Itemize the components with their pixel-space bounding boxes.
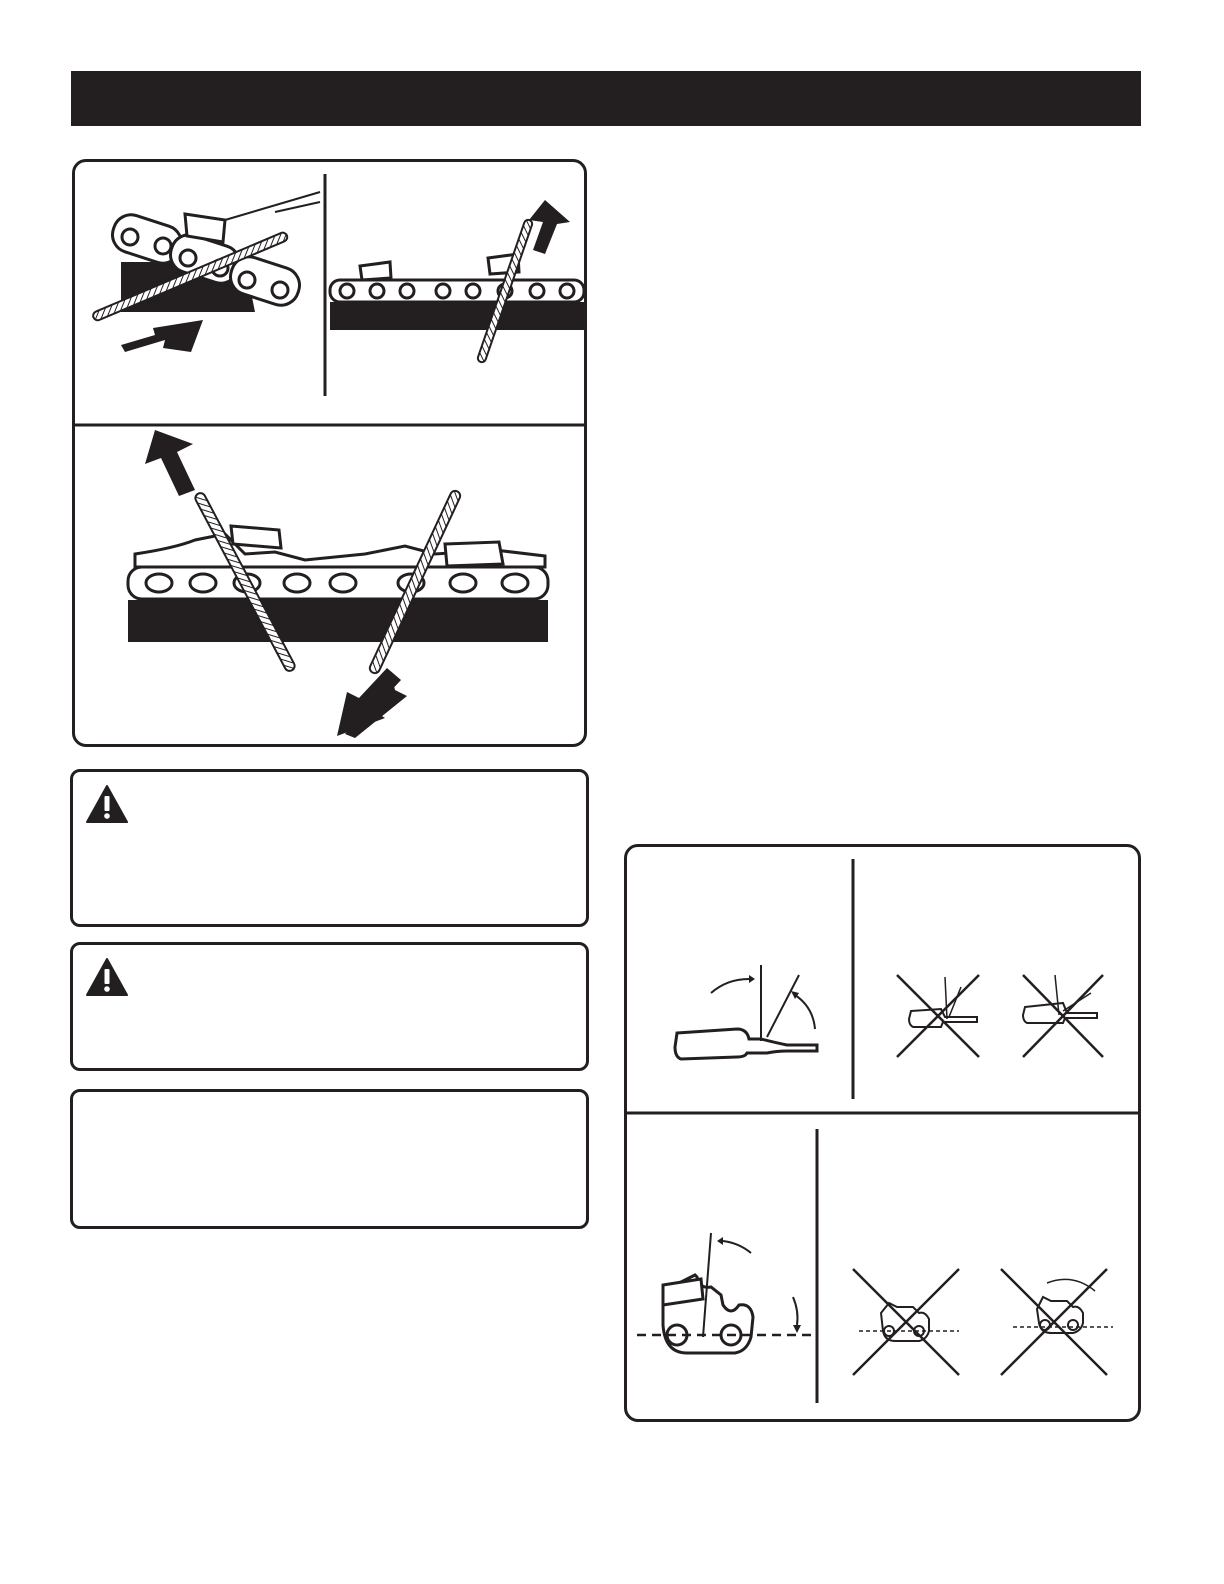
incorrect-side-plate-angle-drawing-2 (1001, 1269, 1113, 1375)
incorrect-side-plate-angle-drawing-1 (853, 1269, 959, 1375)
cutter-angle-figure (624, 844, 1141, 1422)
correct-top-plate-angle-drawing (675, 965, 817, 1059)
warning-triangle-icon (85, 957, 129, 997)
push-arrow-icon (121, 320, 203, 352)
file-technique-figure (72, 159, 587, 747)
note-box (70, 1089, 589, 1229)
incorrect-top-plate-angle-drawing-1 (897, 975, 979, 1057)
chain-side-drawing (330, 254, 584, 330)
file-technique-illustration (75, 162, 584, 744)
arrow-up-left-icon (145, 430, 195, 496)
warning-box-2 (70, 942, 589, 1071)
arrow-up-icon (529, 200, 570, 254)
warning-box-1 (70, 769, 589, 927)
cutter-angle-illustration (627, 847, 1138, 1419)
correct-side-plate-angle-drawing (637, 1233, 813, 1353)
warning-triangle-icon (85, 784, 129, 824)
chain-enlarged-drawing (128, 526, 548, 642)
incorrect-top-plate-angle-drawing-2 (1023, 975, 1103, 1057)
section-header-bar (71, 71, 1141, 126)
